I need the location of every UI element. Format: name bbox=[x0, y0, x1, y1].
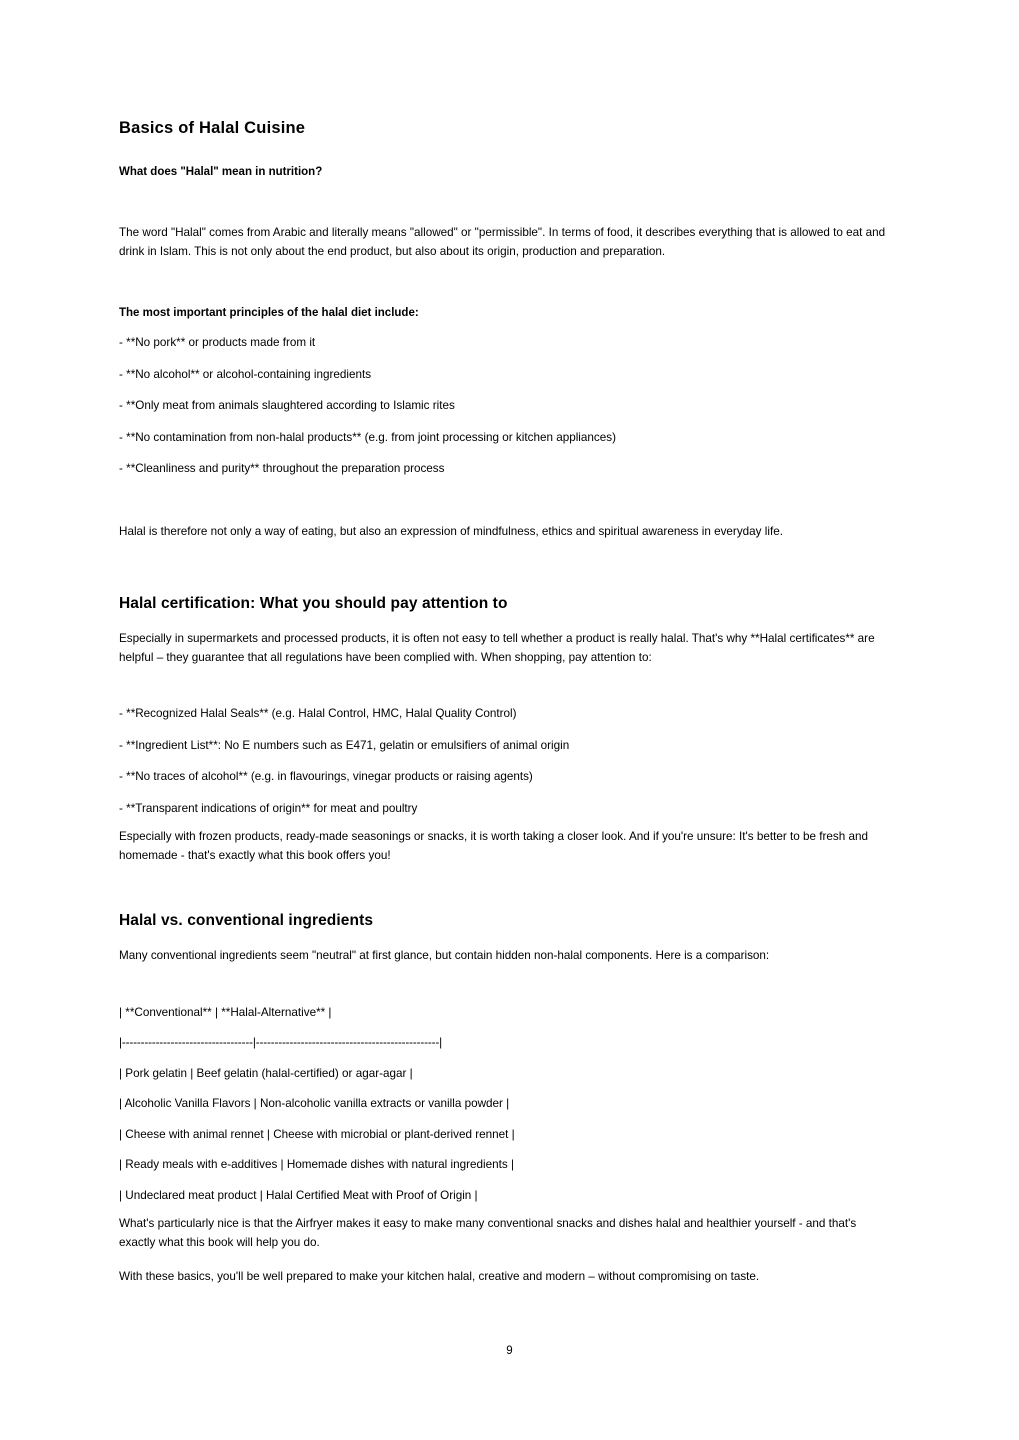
spacer bbox=[119, 966, 894, 1004]
intro-closing-paragraph: Halal is therefore not only a way of eating, but also an expression of mindfulness, ethics and spiritual awareness in everyday life. bbox=[119, 524, 783, 538]
comparison-closing-paragraph-2: With these basics, you'll be well prepared to make your kitchen halal, creative and modern – without compromising on taste. bbox=[119, 1270, 760, 1283]
spacer bbox=[119, 667, 894, 705]
spacer bbox=[119, 1144, 894, 1156]
certification-heading: Halal certification: What you should pay attention to bbox=[119, 595, 508, 612]
table-row: | Alcoholic Vanilla Flavors | Non-alcoholic vanilla extracts or vanilla powder | bbox=[119, 1097, 510, 1110]
principles-heading: The most important principles of the halal diet include: bbox=[119, 307, 419, 319]
intro-paragraph: The word "Halal" comes from Arabic and literally means "allowed" or "permissible". In terms of food, it describes everything that is allowed to eat and drink in Islam. This is not only about the end product, but also about its origin, production and preparation. bbox=[119, 226, 886, 258]
list-item: - **Transparent indications of origin** for meat and poultry bbox=[119, 801, 418, 815]
comparison-closing-paragraph-1: What's particularly nice is that the Airfryer makes it easy to make many conventional snacks and dishes halal and healthier yourself - and that's exactly what this book will help you do. bbox=[119, 1217, 857, 1249]
spacer bbox=[119, 931, 894, 947]
spacer bbox=[119, 416, 894, 429]
list-item: - **Recognized Halal Seals** (e.g. Halal Control, HMC, Halal Quality Control) bbox=[119, 707, 517, 720]
spacer bbox=[119, 755, 894, 768]
spacer bbox=[119, 353, 894, 366]
spacer bbox=[119, 614, 894, 630]
page-content bbox=[119, 118, 894, 1287]
spacer bbox=[119, 321, 894, 334]
spacer bbox=[119, 180, 894, 224]
table-row: | Pork gelatin | Beef gelatin (halal-certified) or agar-agar | bbox=[119, 1066, 413, 1080]
page-title: Basics of Halal Cuisine bbox=[119, 119, 306, 137]
table-row: | Undeclared meat product | Halal Certified Meat with Proof of Origin | bbox=[119, 1188, 478, 1202]
comparison-intro-paragraph: Many conventional ingredients seem "neutral" at first glance, but contain hidden non-halal components. Here is a comparison: bbox=[119, 949, 770, 962]
spacer bbox=[119, 1175, 894, 1187]
list-item: - **No traces of alcohol** (e.g. in flavourings, vinegar products or raising agents) bbox=[119, 770, 533, 783]
certification-paragraph: Especially in supermarkets and processed products, it is often not easy to tell whether a product is really halal. That's why **Halal certificates** are helpful – they guarantee that all regulations have been complied with. When shopping, pay attention to: bbox=[119, 632, 875, 664]
spacer bbox=[119, 447, 894, 460]
spacer bbox=[119, 479, 894, 523]
list-item: - **Cleanliness and purity** throughout the preparation process bbox=[119, 462, 445, 475]
spacer bbox=[119, 787, 894, 800]
page-number: 9 bbox=[506, 1345, 513, 1357]
spacer bbox=[119, 1205, 894, 1215]
spacer bbox=[119, 541, 894, 594]
table-separator-row: |-----------------------------------|-------------------------------------------------| bbox=[119, 1036, 442, 1049]
intro-subheading: What does "Halal" mean in nutrition? bbox=[119, 166, 323, 178]
certification-closing-paragraph: Especially with frozen products, ready-made seasonings or snacks, it is worth taking a closer look. And if you're unsure: It's better to be fresh and homemade - that's exactly what this book offers you! bbox=[119, 830, 868, 862]
spacer bbox=[119, 1083, 894, 1095]
spacer bbox=[119, 1114, 894, 1126]
list-item: - **No contamination from non-halal products** (e.g. from joint processing or kitchen appliances) bbox=[119, 430, 616, 444]
table-header-row: | **Conventional** | **Halal-Alternative** | bbox=[119, 1005, 332, 1019]
list-item: - **Ingredient List**: No E numbers such as E471, gelatin or emulsifiers of animal origin bbox=[119, 738, 570, 752]
spacer bbox=[119, 1053, 894, 1065]
table-row: | Ready meals with e-additives | Homemade dishes with natural ingredients | bbox=[119, 1158, 514, 1171]
table-row: | Cheese with animal rennet | Cheese with microbial or plant-derived rennet | bbox=[119, 1127, 515, 1141]
spacer bbox=[119, 261, 894, 305]
list-item: - **Only meat from animals slaughtered according to Islamic rites bbox=[119, 399, 455, 412]
list-item: - **No alcohol** or alcohol-containing ingredients bbox=[119, 367, 372, 381]
spacer bbox=[119, 1022, 894, 1034]
spacer bbox=[119, 865, 894, 911]
spacer bbox=[119, 818, 894, 828]
spacer bbox=[119, 1252, 894, 1268]
list-item: - **No pork** or products made from it bbox=[119, 336, 316, 349]
spacer bbox=[119, 384, 894, 397]
spacer bbox=[119, 724, 894, 737]
comparison-heading: Halal vs. conventional ingredients bbox=[119, 912, 374, 929]
